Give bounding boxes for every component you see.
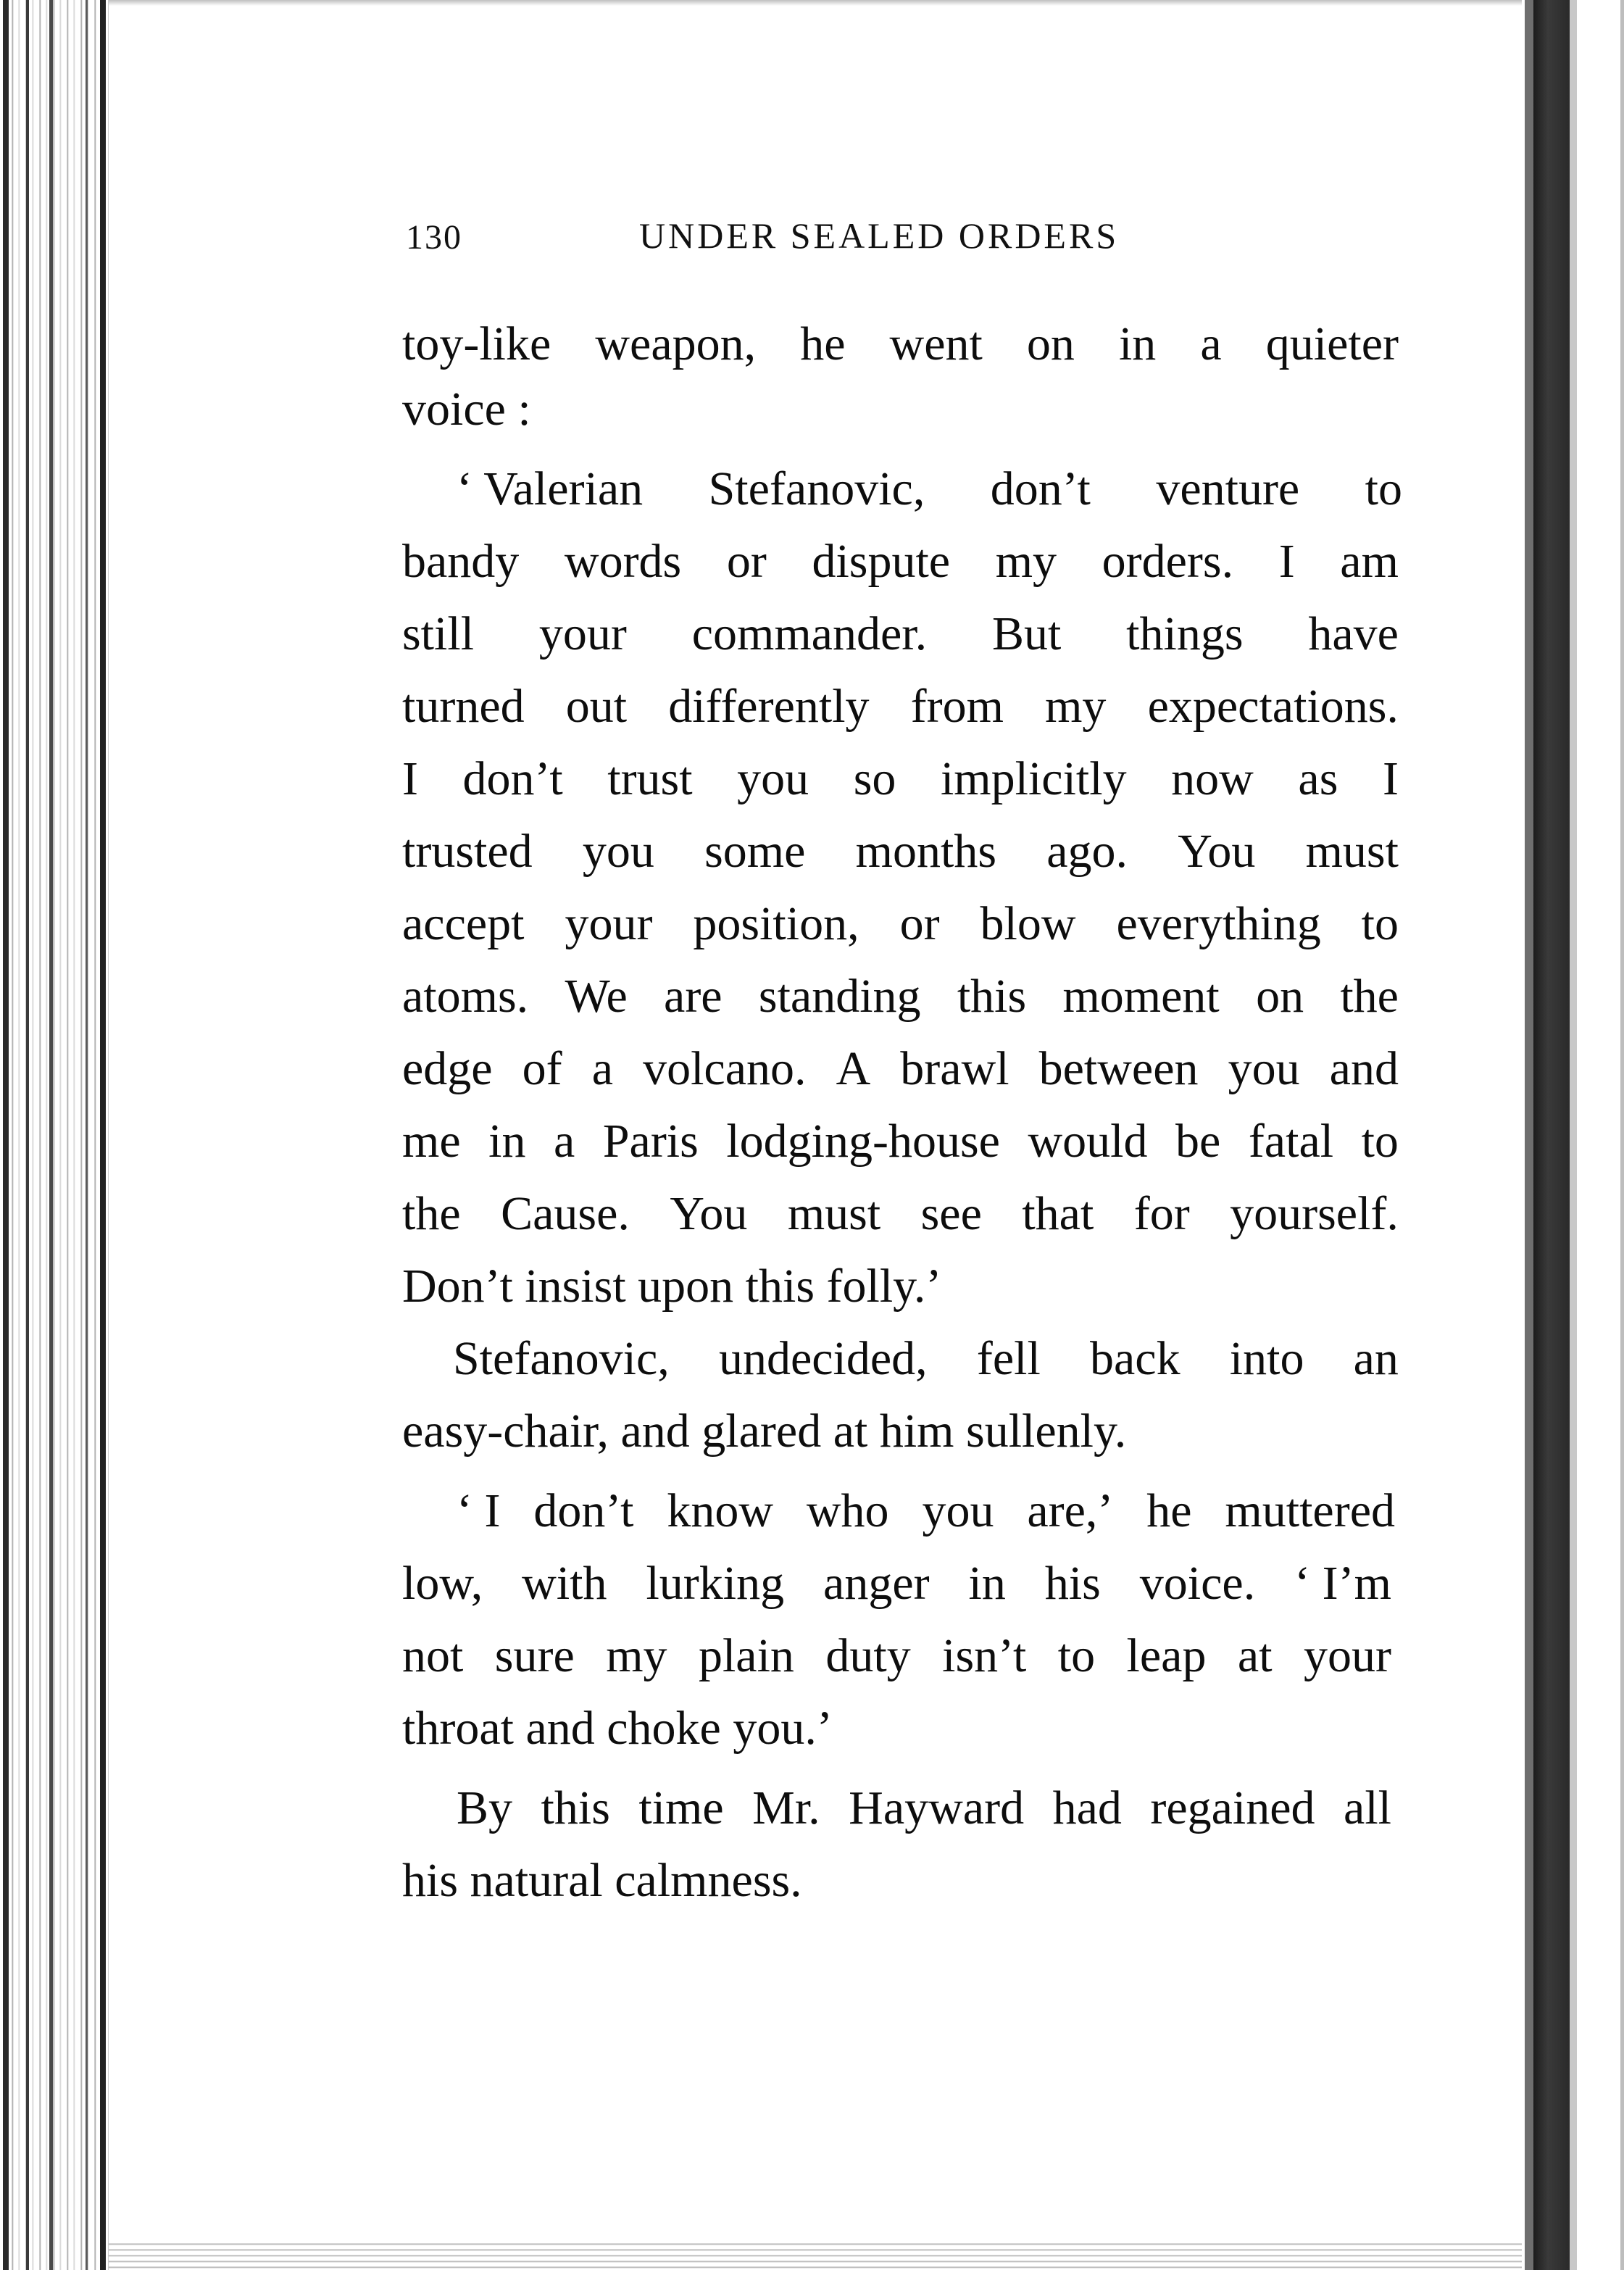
word: or bbox=[726, 535, 767, 588]
word: quieter bbox=[1265, 317, 1399, 370]
word: We bbox=[565, 970, 628, 1023]
word: all bbox=[1344, 1782, 1391, 1834]
word: You bbox=[670, 1187, 748, 1240]
word: turned bbox=[402, 680, 525, 733]
text-line bbox=[402, 674, 1399, 739]
text-line bbox=[402, 819, 1399, 884]
word: words bbox=[564, 535, 682, 588]
word: my bbox=[1045, 680, 1107, 733]
word: Cause. bbox=[501, 1187, 630, 1240]
word: my bbox=[606, 1629, 667, 1682]
text-line bbox=[402, 1181, 1399, 1247]
word: trust bbox=[607, 752, 693, 805]
word: had bbox=[1052, 1782, 1122, 1834]
word: you bbox=[922, 1484, 994, 1537]
word: me bbox=[402, 1115, 461, 1168]
word: easy-chair, and glared at him sullenly. bbox=[402, 1405, 1127, 1458]
word: I bbox=[402, 752, 418, 805]
word: a bbox=[591, 1042, 613, 1095]
word: Hayward bbox=[849, 1782, 1025, 1834]
word: your bbox=[565, 897, 653, 950]
word: into bbox=[1229, 1332, 1304, 1385]
word: You bbox=[1178, 825, 1256, 878]
word: out bbox=[565, 680, 628, 733]
page-top-edge bbox=[109, 0, 1522, 7]
word: A bbox=[836, 1042, 871, 1095]
word: to bbox=[1057, 1629, 1096, 1682]
word: must bbox=[1305, 825, 1399, 878]
word: at bbox=[1237, 1629, 1273, 1682]
word: in bbox=[488, 1115, 526, 1168]
word: blow bbox=[980, 897, 1076, 950]
text-line bbox=[402, 312, 1399, 377]
word: throat and choke you.’ bbox=[402, 1702, 833, 1755]
word: implicitly bbox=[940, 752, 1127, 805]
word: not bbox=[402, 1629, 464, 1682]
word: volcano. bbox=[643, 1042, 807, 1095]
word: anger bbox=[823, 1557, 930, 1610]
word: venture bbox=[1156, 462, 1300, 515]
word: bandy bbox=[402, 535, 520, 588]
word: ‘ I bbox=[457, 1484, 501, 1537]
word: and bbox=[1329, 1042, 1399, 1095]
word: his natural calmness. bbox=[402, 1854, 802, 1907]
word: leap bbox=[1126, 1629, 1207, 1682]
running-head bbox=[406, 210, 1406, 275]
word: Stefanovic, bbox=[453, 1332, 670, 1385]
edge-band bbox=[1570, 0, 1577, 2270]
word: things bbox=[1126, 607, 1244, 660]
word: still bbox=[402, 607, 475, 660]
word: he bbox=[1146, 1484, 1192, 1537]
page-bottom-edge bbox=[109, 2240, 1522, 2270]
word: fell bbox=[976, 1332, 1041, 1385]
text-line bbox=[457, 457, 1402, 522]
word: you bbox=[1228, 1042, 1300, 1095]
word: accept bbox=[402, 897, 525, 950]
word: his bbox=[1044, 1557, 1101, 1610]
word: toy-like bbox=[402, 317, 551, 370]
word: must bbox=[787, 1187, 881, 1240]
text-line bbox=[402, 1254, 941, 1319]
word: Stefanovic, bbox=[708, 462, 925, 515]
word: to bbox=[1365, 462, 1402, 515]
word: moment bbox=[1062, 970, 1220, 1023]
word: in bbox=[1118, 317, 1157, 370]
page-number: 130 bbox=[406, 218, 462, 257]
word: see bbox=[920, 1187, 982, 1240]
text-line bbox=[402, 1551, 1391, 1616]
word: standing bbox=[758, 970, 921, 1023]
word: plain bbox=[698, 1629, 794, 1682]
edge-line bbox=[3, 0, 9, 2270]
word: duty bbox=[825, 1629, 911, 1682]
text-line bbox=[402, 891, 1399, 957]
word: lurking bbox=[646, 1557, 785, 1610]
word: some bbox=[704, 825, 806, 878]
word: Paris bbox=[602, 1115, 699, 1168]
word: a bbox=[554, 1115, 575, 1168]
text-line bbox=[402, 747, 1399, 812]
word: know bbox=[667, 1484, 774, 1537]
word: I bbox=[1382, 752, 1399, 805]
word: have bbox=[1308, 607, 1399, 660]
text-line bbox=[402, 602, 1399, 667]
word: don’t bbox=[533, 1484, 634, 1537]
word: edge bbox=[402, 1042, 493, 1095]
edge-line bbox=[49, 0, 53, 2270]
text-line bbox=[402, 1399, 1126, 1464]
word: sure bbox=[494, 1629, 575, 1682]
word: be bbox=[1175, 1115, 1221, 1168]
word: on bbox=[1026, 317, 1075, 370]
word: undecided, bbox=[718, 1332, 928, 1385]
word: your bbox=[538, 607, 627, 660]
word: this bbox=[957, 970, 1027, 1023]
word: or bbox=[899, 897, 940, 950]
word: who bbox=[806, 1484, 889, 1537]
book-title-header: UNDER SEALED ORDERS bbox=[639, 215, 1120, 256]
word: regained bbox=[1150, 1782, 1315, 1834]
word: expectations. bbox=[1147, 680, 1399, 733]
word: time bbox=[638, 1782, 724, 1834]
word: are bbox=[664, 970, 723, 1023]
text-line bbox=[402, 377, 531, 442]
word: weapon, bbox=[595, 317, 757, 370]
word: in bbox=[968, 1557, 1006, 1610]
text-line bbox=[457, 1776, 1391, 1841]
word: the bbox=[1340, 970, 1399, 1023]
book-binding-edge bbox=[1522, 0, 1624, 2270]
word: between bbox=[1038, 1042, 1199, 1095]
word: fatal bbox=[1248, 1115, 1334, 1168]
word: am bbox=[1340, 535, 1399, 588]
word: on bbox=[1256, 970, 1304, 1023]
word: that bbox=[1022, 1187, 1094, 1240]
word: Mr. bbox=[752, 1782, 820, 1834]
word: yourself. bbox=[1230, 1187, 1399, 1240]
word: trusted bbox=[402, 825, 533, 878]
word: ago. bbox=[1046, 825, 1128, 878]
word: don’t bbox=[462, 752, 563, 805]
word: of bbox=[522, 1042, 562, 1095]
word: voice : bbox=[402, 383, 531, 436]
word: months bbox=[855, 825, 997, 878]
word: the bbox=[402, 1187, 461, 1240]
word: atoms. bbox=[402, 970, 529, 1023]
edge-line bbox=[86, 0, 88, 2270]
word: ‘ I’m bbox=[1294, 1557, 1391, 1610]
word: an bbox=[1353, 1332, 1399, 1385]
word: don’t bbox=[990, 462, 1091, 515]
word: commander. bbox=[691, 607, 928, 660]
word: isn’t bbox=[942, 1629, 1027, 1682]
text-line bbox=[402, 1696, 833, 1761]
text-line bbox=[402, 529, 1399, 594]
edge-band bbox=[1533, 0, 1570, 2270]
word: Don’t insist upon this folly.’ bbox=[402, 1260, 942, 1313]
word: low, bbox=[402, 1557, 483, 1610]
word: your bbox=[1303, 1629, 1391, 1682]
word: my bbox=[995, 535, 1057, 588]
word: now bbox=[1171, 752, 1254, 805]
edge-band bbox=[1525, 0, 1533, 2270]
word: so bbox=[853, 752, 896, 805]
word: muttered bbox=[1225, 1484, 1395, 1537]
text-line bbox=[457, 1479, 1395, 1544]
word: this bbox=[541, 1782, 610, 1834]
word: to bbox=[1361, 1115, 1399, 1168]
word: everything bbox=[1116, 897, 1321, 950]
word: orders. bbox=[1102, 535, 1234, 588]
text-line bbox=[402, 1109, 1399, 1174]
text-line bbox=[453, 1326, 1399, 1392]
word: By bbox=[457, 1782, 513, 1834]
word: a bbox=[1200, 317, 1222, 370]
word: But bbox=[991, 607, 1062, 660]
edge-line bbox=[26, 0, 29, 2270]
word: position, bbox=[693, 897, 859, 950]
word: for bbox=[1133, 1187, 1190, 1240]
edge-line bbox=[100, 0, 106, 2270]
book-left-edge bbox=[0, 0, 109, 2270]
word: went bbox=[889, 317, 983, 370]
word: he bbox=[800, 317, 846, 370]
text-line bbox=[402, 1036, 1399, 1102]
word: I bbox=[1278, 535, 1295, 588]
word: voice. bbox=[1139, 1557, 1256, 1610]
text-line bbox=[402, 1623, 1391, 1689]
word: with bbox=[522, 1557, 607, 1610]
word: you bbox=[582, 825, 654, 878]
word: ‘ Valerian bbox=[457, 462, 644, 515]
word: dispute bbox=[812, 535, 951, 588]
edge-band bbox=[1620, 0, 1624, 2270]
word: would bbox=[1028, 1115, 1148, 1168]
text-line bbox=[402, 1848, 802, 1913]
word: to bbox=[1361, 897, 1399, 950]
word: back bbox=[1089, 1332, 1180, 1385]
text-line bbox=[402, 964, 1399, 1029]
word: from bbox=[910, 680, 1004, 733]
word: as bbox=[1298, 752, 1338, 805]
word: are,’ bbox=[1027, 1484, 1114, 1537]
word: differently bbox=[668, 680, 870, 733]
word: lodging-house bbox=[726, 1115, 1000, 1168]
word: you bbox=[737, 752, 809, 805]
word: brawl bbox=[900, 1042, 1009, 1095]
